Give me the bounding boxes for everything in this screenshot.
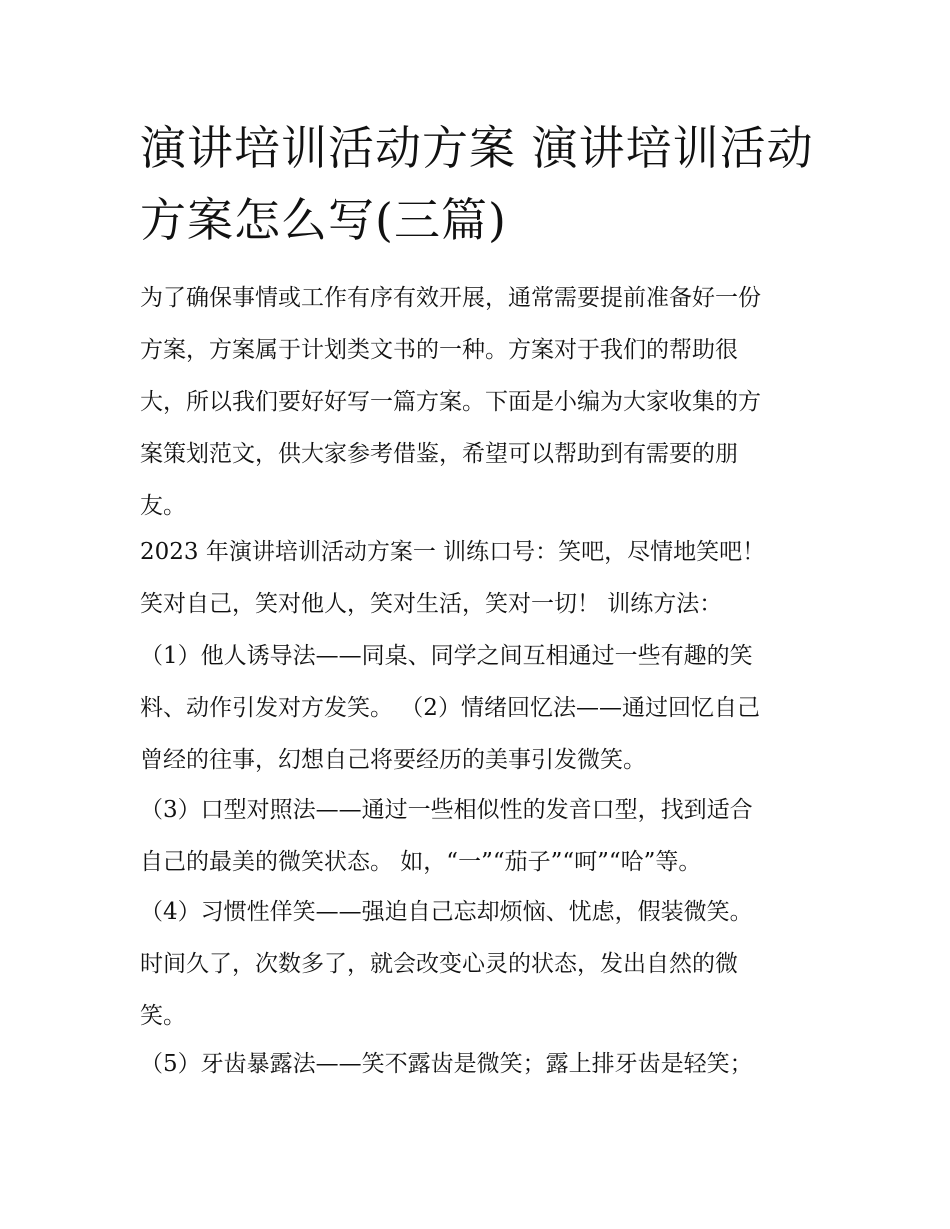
training-slogan-paragraph: 2023 年演讲培训活动方案一 训练口号：笑吧，尽情地笑吧！ 笑对自己，笑对他人，笑对生活，笑对一切！ 训练方法：	[140, 539, 766, 617]
method-1-2-paragraph: （1）他人诱导法——同桌、同学之间互相通过一些有趣的笑 料、动作引发对方发笑。 （2）情绪回忆法——通过回忆自己 曾经的往事，幻想自己将要经历的美事引发微笑。	[140, 643, 760, 773]
document-title: 演讲培训活动方案 演讲培训活动方案怎么写(三篇)	[140, 121, 814, 247]
intro-paragraph: 为了确保事情或工作有序有效开展，通常需要提前准备好一份 方案，方案属于计划类文书的一种。方案对于我们的帮助很 大，所以我们要好好写一篇方案。下面是小编为大家收集的方 案策划范文，供大家参考借鉴，希望可以帮助到有需要的朋 友。	[140, 285, 761, 519]
method-4-paragraph: （4）习惯性佯笑——强迫自己忘却烦恼、忧虑，假装微笑。 时间久了，次数多了，就会改变心灵的状态，发出自然的微 笑。	[140, 899, 753, 1029]
method-5-paragraph: （5）牙齿暴露法——笑不露齿是微笑；露上排牙齿是轻笑；	[140, 1051, 753, 1077]
method-3-paragraph: （3）口型对照法——通过一些相似性的发音口型，找到适合 自己的最美的微笑状态。 如，“一”“茄子”“呵”“哈”等。	[140, 797, 753, 875]
